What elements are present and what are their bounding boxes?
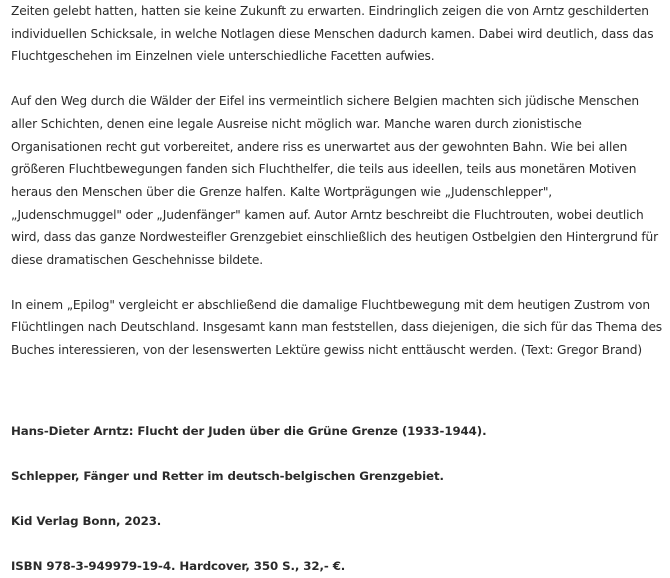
- book-subtitle: Schlepper, Fänger und Retter im deutsch-belgischen Grenzgebiet.: [11, 468, 444, 483]
- article-paragraph: In einem „Epilog" vergleicht er abschließend die damalige Fluchtbewegung mit dem heutigen Zustrom von Flüchtlingen nach Deutschland. Insgesamt kann man feststellen, dass diejenigen, die sich für das Thema des Buches interessieren, von der lesenswerten Lektüre gewiss nicht enttäuscht werden. (Text: Gregor Brand): [11, 297, 662, 358]
- article-paragraph: Zeiten gelebt hatten, hatten sie keine Zukunft zu erwarten. Eindringlich zeigen die von Arntz geschilderten individuellen Schicksale, in welche Notlagen diese Menschen dadurch kamen. Dabei wird deutlich, dass das Fluchtgeschehen im Einzelnen viele unterschiedliche Facetten aufwies.: [11, 4, 654, 64]
- book-info: [11, 420, 663, 578]
- article-paragraph: Auf den Weg durch die Wälder der Eifel ins vermeintlich sichere Belgien machten sich jüdische Menschen aller Schichten, denen eine legale Ausreise nicht möglich war. Manche waren durch zionistische Organisationen recht gut vorbereitet, andere riss es unerwartet aus der gewohnten Bahn. Wie bei allen größeren Fluchtbewegungen fanden sich Fluchthelfer, die teils aus ideellen, teils aus monetären Motiven heraus den Menschen über die Grenze halfen. Kalte Wortprägungen wie „Judenschlepper", „Judenschmuggel" oder „Judenfänger" kamen auf. Autor Arntz beschreibt die Fluchtrouten, wobei deutlich wird, dass das ganze Nordwesteifler Grenzgebiet einschließlich des heutigen Ostbelgien den Hintergrund für diese dramatischen Geschehnisse bildete.: [11, 94, 658, 268]
- article-body: [11, 0, 663, 578]
- book-isbn: ISBN 978-3-949979-19-4. Hardcover, 350 S., 32,- €.: [11, 558, 346, 573]
- book-publisher: Kid Verlag Bonn, 2023.: [11, 513, 162, 528]
- book-author-title: Hans-Dieter Arntz: Flucht der Juden über die Grüne Grenze (1933-1944).: [11, 423, 487, 438]
